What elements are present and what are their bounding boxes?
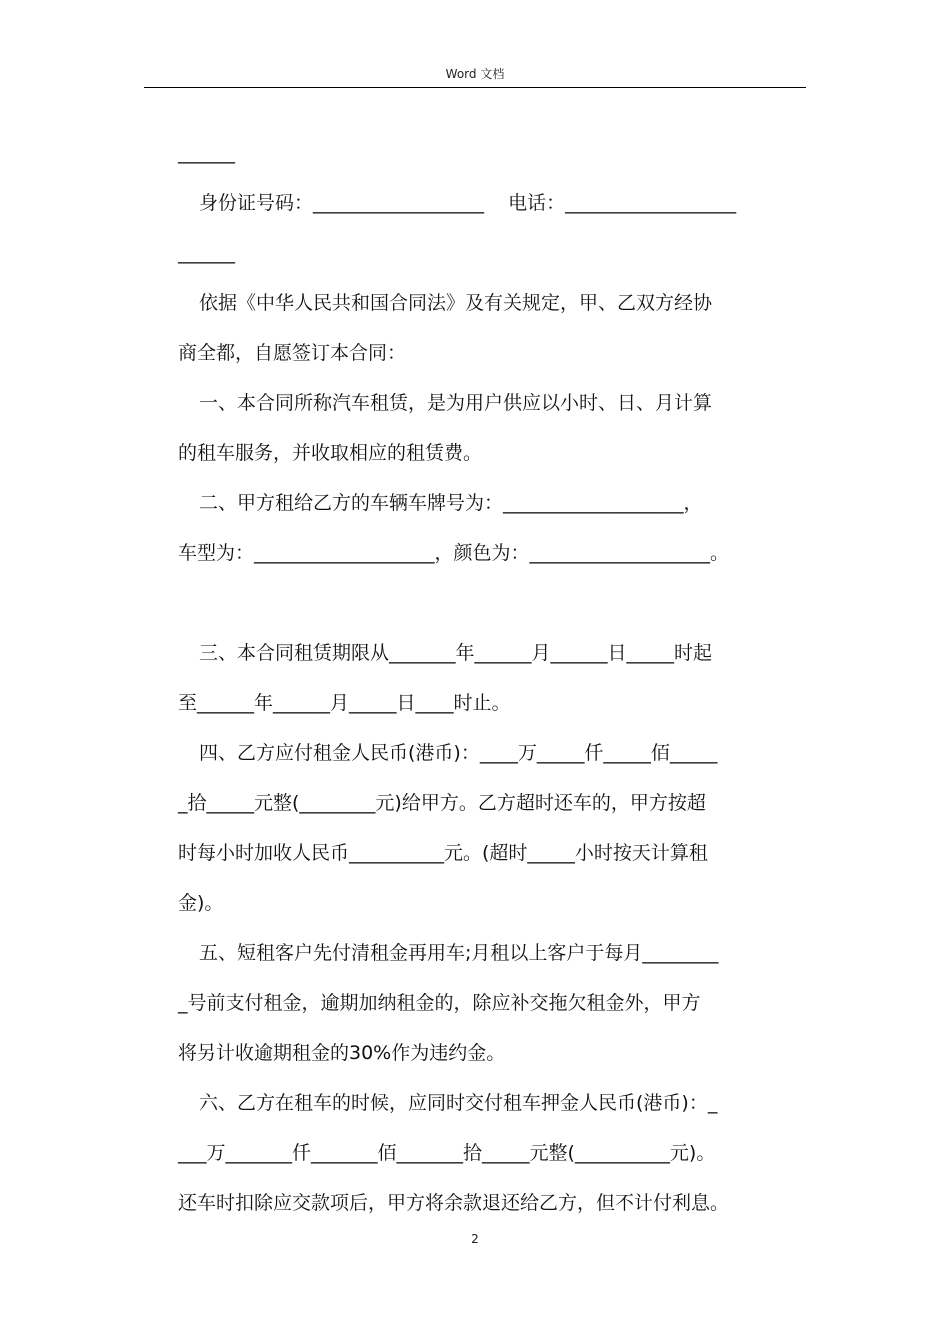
text-line: 时每小时加收人民币__________元。(超时_____小时按天计算租 (178, 842, 708, 864)
clause-4: 四、乙方应付租金人民币(港币)：____万_____仟_____佰_____ (199, 742, 718, 764)
clause-5: 五、短租客户先付清租金再用车;月租以上客户于每月________ (199, 942, 719, 964)
text-line: _号前支付租金，逾期加纳租金的，除应补交拖欠租金外，甲方 (178, 992, 701, 1014)
clause-6: 六、乙方在租车的时候，应同时交付租车押金人民币(港币)：_ (199, 1092, 718, 1114)
clause-2: 二、甲方租给乙方的车辆车牌号为：___________________， (199, 492, 703, 514)
text-line: 车型为：___________________，颜色为：___________________。 (178, 542, 730, 564)
text-line: 将另计收逾期租金的30%作为违约金。 (178, 1042, 506, 1064)
text-line: 至______年______月_____日____时止。 (178, 692, 511, 714)
text-line: 依据《中华人民共和国合同法》及有关规定，甲、乙双方经协 (199, 292, 713, 314)
text-line: 商全都，自愿签订本合同： (178, 342, 407, 364)
id-phone-line: 身份证号码：__________________ 电话：__________________ (199, 192, 737, 214)
page-number: 2 (471, 1232, 479, 1246)
text-line: 的租车服务，并收取相应的租赁费。 (178, 442, 483, 464)
text-line: _拾_____元整(________元)给甲方。乙方超时还车的，甲方按超 (178, 792, 706, 814)
header-divider (144, 87, 806, 88)
text-line: ___万_______仟_______佰_______拾_____元整(__________元)。 (178, 1142, 716, 1164)
text-line: ______ (178, 242, 235, 264)
text-line: 金)。 (178, 892, 224, 914)
document-body (178, 128, 818, 1228)
blank-line (178, 578, 818, 628)
clause-1: 一、本合同所称汽车租赁，是为用户供应以小时、日、月计算 (199, 392, 713, 414)
page-header: Word 文档 (445, 67, 505, 81)
clause-3: 三、本合同租赁期限从_______年______月______日_____时起 (199, 642, 713, 664)
text-line: 还车时扣除应交款项后，甲方将余款退还给乙方，但不计付利息。 (178, 1192, 730, 1214)
text-line: ______ (178, 142, 235, 164)
